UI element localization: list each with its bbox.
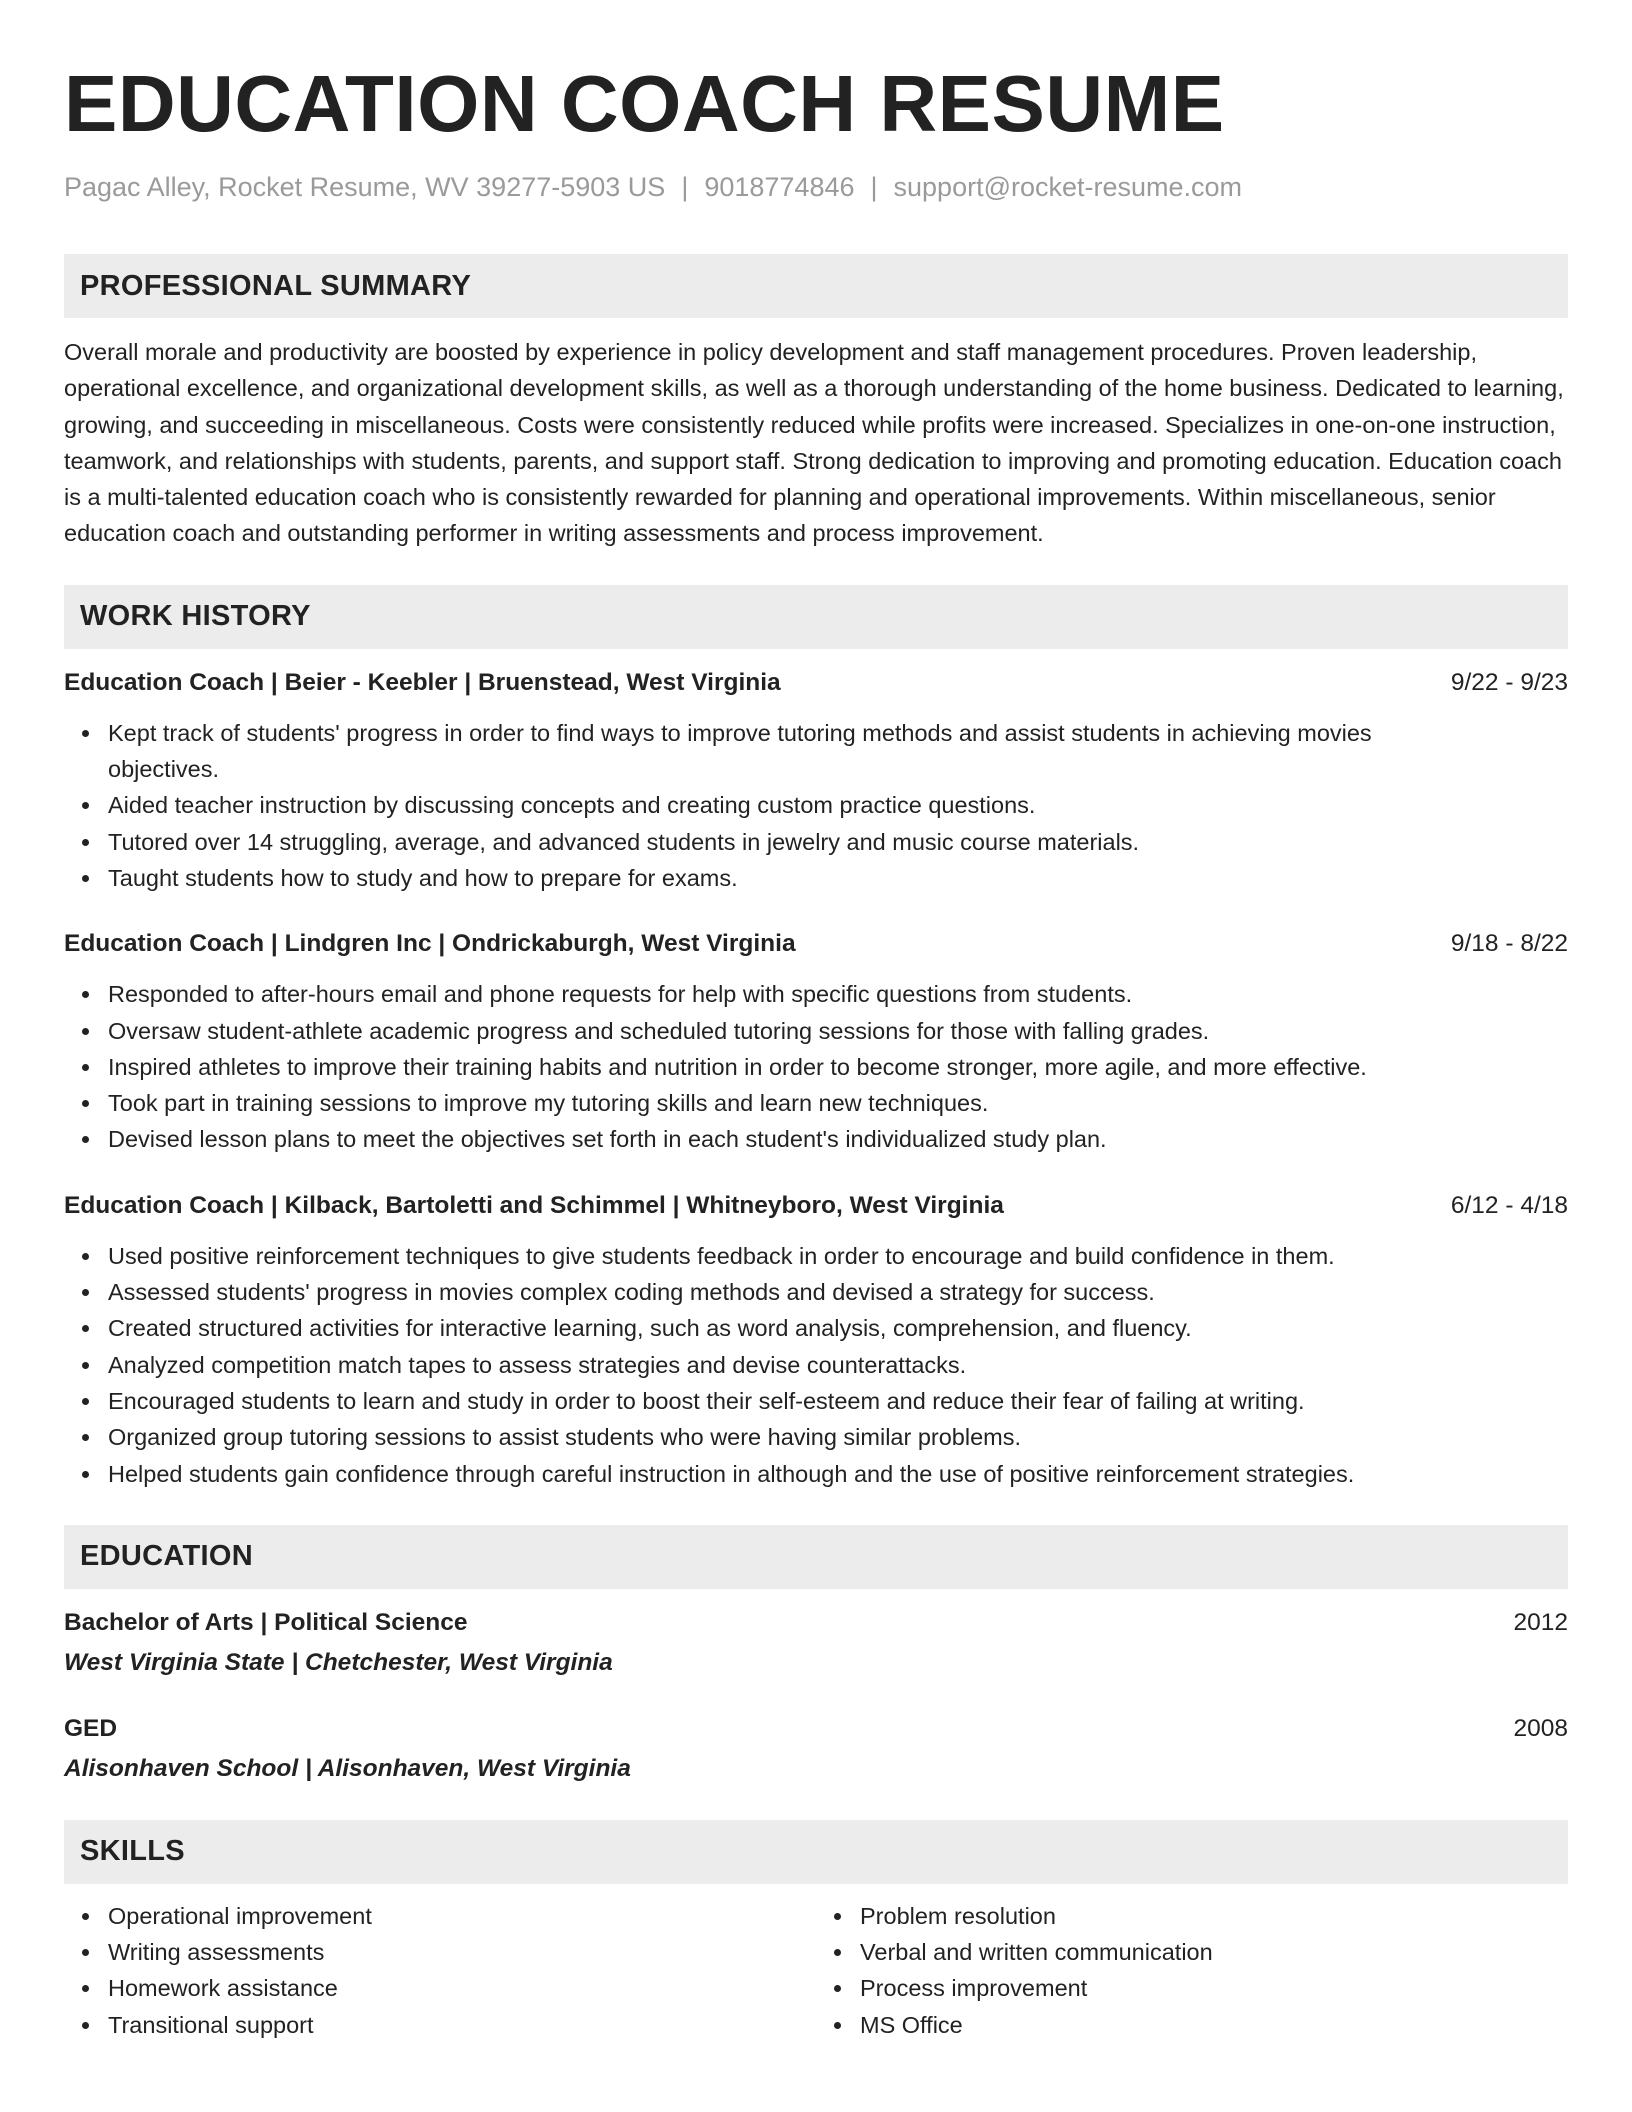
skills-list-left [64,1898,816,2043]
education-header [64,1605,1568,1641]
section-header-summary: PROFESSIONAL SUMMARY [64,254,1568,318]
skills-list-right [816,1898,1568,2043]
job-dates: 9/22 - 9/23 [1450,668,1568,696]
job-bullets [64,1238,1568,1492]
list-item: Tutored over 14 struggling, average, and advanced students in jewelry and music course materials. [108,824,1568,860]
job-bullets [64,715,1568,896]
education-year: 2008 [1513,1714,1568,1742]
job-header [64,1188,1568,1224]
contact-phone: 9018774846 [704,172,855,202]
contact-separator: | [681,172,689,202]
job-dates: 9/18 - 8/22 [1450,930,1568,958]
section-header-education: EDUCATION [64,1525,1568,1589]
job-title: Education Coach | Kilback, Bartoletti and Schimmel | Whitneyboro, West Virginia [64,1191,1004,1219]
list-item: Inspired athletes to improve their training habits and nutrition in order to become stronger, more agile, and more effective. [108,1049,1568,1085]
skill-item: Transitional support [108,2007,816,2043]
list-item: Aided teacher instruction by discussing concepts and creating custom practice questions. [108,787,1568,823]
skill-item: MS Office [860,2007,1568,2043]
list-item: Analyzed competition match tapes to assess strategies and devise counterattacks. [108,1347,1568,1383]
contact-separator: | [870,172,878,202]
skill-item: Problem resolution [860,1898,1568,1934]
list-item: Oversaw student-athlete academic progress and scheduled tutoring sessions for those with falling grades. [108,1013,1568,1049]
job-entry [64,1188,1568,1492]
education-entry [64,1605,1568,1681]
contact-email: support@rocket-resume.com [893,172,1243,202]
section-header-skills: SKILLS [64,1820,1568,1884]
list-item: Taught students how to study and how to prepare for exams. [108,860,1568,896]
education-header [64,1711,1568,1747]
job-dates: 6/12 - 4/18 [1450,1191,1568,1219]
education-degree: Bachelor of Arts | Political Science [64,1608,468,1636]
job-header [64,926,1568,962]
list-item: Organized group tutoring sessions to assist students who were having similar problems. [108,1419,1568,1455]
education-year: 2012 [1513,1608,1568,1636]
education-entry [64,1711,1568,1787]
list-item: Responded to after-hours email and phone requests for help with specific questions from students. [108,976,1568,1012]
job-bullets [64,976,1568,1157]
skills-columns [64,1898,1568,2043]
job-header [64,665,1568,701]
summary-text: Overall morale and productivity are boosted by experience in policy development and staff management procedures. Proven leadership, operational excellence, and organizational development skills, as well as a thorough understanding of the home business. Dedicated to learning, growing, and succeeding in miscellaneous. Costs were consistently reduced while profits were increased. Specializes in one-on-one instruction, teamwork, and relationships with students, parents, and support staff. Strong dedication to improving and promoting education. Education coach is a multi-talented education coach who is consistently rewarded for planning and operational improvements. Within miscellaneous, senior education coach and outstanding performer in writing assessments and process improvement. [64,339,1564,547]
list-item: Encouraged students to learn and study in order to boost their self-esteem and reduce their fear of failing at writing. [108,1383,1568,1419]
job-entry [64,926,1568,1157]
list-item: Devised lesson plans to meet the objectives set forth in each student's individualized study plan. [108,1121,1568,1157]
job-title: Education Coach | Beier - Keebler | Bruenstead, West Virginia [64,668,781,696]
skill-item: Writing assessments [108,1934,816,1970]
skill-item: Process improvement [860,1970,1568,2006]
list-item: Took part in training sessions to improve my tutoring skills and learn new techniques. [108,1085,1568,1121]
list-item: Helped students gain confidence through careful instruction in although and the use of positive reinforcement strategies. [108,1456,1568,1492]
section-header-work-history: WORK HISTORY [64,585,1568,649]
job-title: Education Coach | Lindgren Inc | Ondrickaburgh, West Virginia [64,930,796,958]
education-degree: GED [64,1714,118,1742]
education-school: West Virginia State | Chetchester, West Virginia [64,1648,613,1676]
list-item: Assessed students' progress in movies complex coding methods and devised a strategy for success. [108,1274,1568,1310]
skill-item: Operational improvement [108,1898,816,1934]
skill-item: Homework assistance [108,1970,816,2006]
list-item: Created structured activities for interactive learning, such as word analysis, comprehension, and fluency. [108,1310,1568,1346]
list-item: Used positive reinforcement techniques to give students feedback in order to encourage and build confidence in them. [108,1238,1568,1274]
resume-title: EDUCATION COACH RESUME [64,59,1225,148]
contact-line [64,170,1568,204]
job-entry [64,665,1568,896]
contact-address: Pagac Alley, Rocket Resume, WV 39277-5903 US [64,172,666,202]
skill-item: Verbal and written communication [860,1934,1568,1970]
education-school: Alisonhaven School | Alisonhaven, West Virginia [64,1754,631,1782]
list-item: Kept track of students' progress in order to find ways to improve tutoring methods and assist students in achieving movies objectives. [108,715,1568,788]
